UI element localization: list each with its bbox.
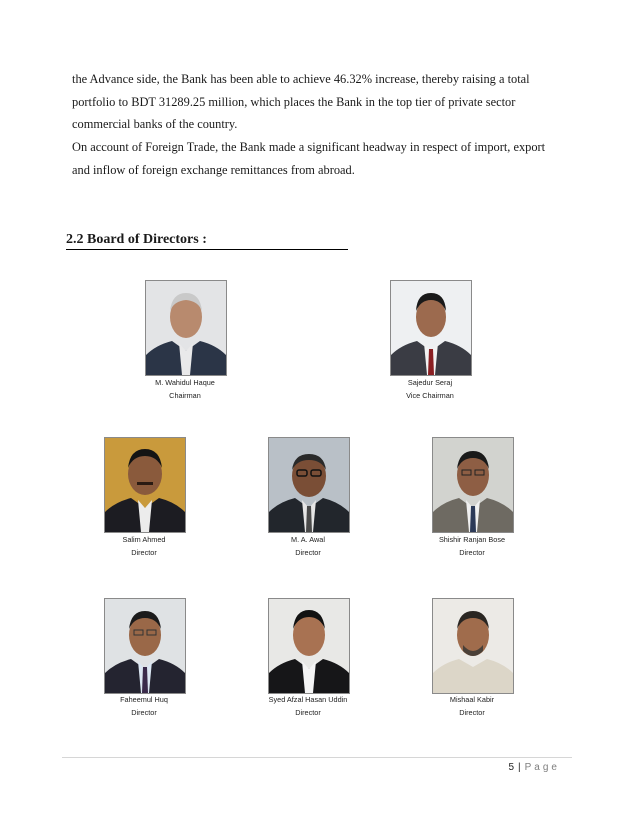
director-photo-mishaal-kabir — [432, 598, 514, 694]
heading-underline — [66, 249, 348, 250]
director-caption-mishaal-kabir — [392, 693, 552, 719]
section-heading: 2.2 Board of Directors : — [66, 232, 207, 247]
director-caption-salim-ahmed — [64, 533, 224, 559]
director-caption-faheemul-huq — [64, 693, 224, 719]
director-name: M. Wahidul Haque — [155, 378, 215, 387]
director-name: Faheemul Huq — [120, 695, 168, 704]
director-photo-chairman — [145, 280, 227, 376]
director-name: Mishaal Kabir — [449, 695, 495, 704]
footer-separator: | — [518, 762, 521, 773]
director-name: Shishir Ranjan Bose — [438, 535, 506, 544]
text-line: portfolio to BDT 31289.25 million, which places the Bank in the top tier of private sector — [72, 94, 516, 109]
director-caption-vice-chairman — [350, 376, 510, 402]
footer-divider — [62, 757, 572, 758]
director-role: Director — [295, 708, 321, 717]
director-role: Director — [131, 548, 157, 557]
director-caption-shishir-ranjan-bose — [392, 533, 552, 559]
director-photo-shishir-ranjan-bose — [432, 437, 514, 533]
director-caption-chairman — [105, 376, 265, 402]
director-name: M. A. Awal — [291, 535, 325, 544]
paragraph-advance — [72, 68, 572, 136]
director-photo-vice-chairman — [390, 280, 472, 376]
director-photo-syed-afzal-hasan-uddin — [268, 598, 350, 694]
director-role: Director — [459, 708, 485, 717]
director-role: Director — [295, 548, 321, 557]
director-photo-faheemul-huq — [104, 598, 186, 694]
page-footer — [508, 762, 560, 773]
director-role: Director — [459, 548, 485, 557]
text-line: the Advance side, the Bank has been able to achieve 46.32% increase, thereby raising a total — [72, 72, 530, 86]
director-photo-m-a-awal — [268, 437, 350, 533]
director-name: Sajedur Seraj — [407, 378, 453, 387]
director-photo-salim-ahmed — [104, 437, 186, 533]
text-line: On account of Foreign Trade, the Bank made a significant headway in respect of import, export — [72, 140, 546, 154]
text-line: commercial banks of the country. — [72, 117, 238, 131]
director-name: Salim Ahmed — [122, 535, 166, 544]
director-role: Director — [131, 708, 157, 717]
paragraph-foreign-trade — [72, 136, 572, 181]
director-caption-m-a-awal — [228, 533, 388, 559]
page-number: 5 — [508, 762, 515, 773]
page-label: Page — [524, 762, 560, 773]
director-name: Syed Afzal Hasan Uddin — [268, 695, 348, 704]
text-line: and inflow of foreign exchange remittances from abroad. — [72, 162, 355, 177]
director-caption-syed-afzal-hasan-uddin — [228, 693, 388, 719]
director-role: Chairman — [169, 391, 201, 400]
director-role: Vice Chairman — [406, 391, 454, 400]
